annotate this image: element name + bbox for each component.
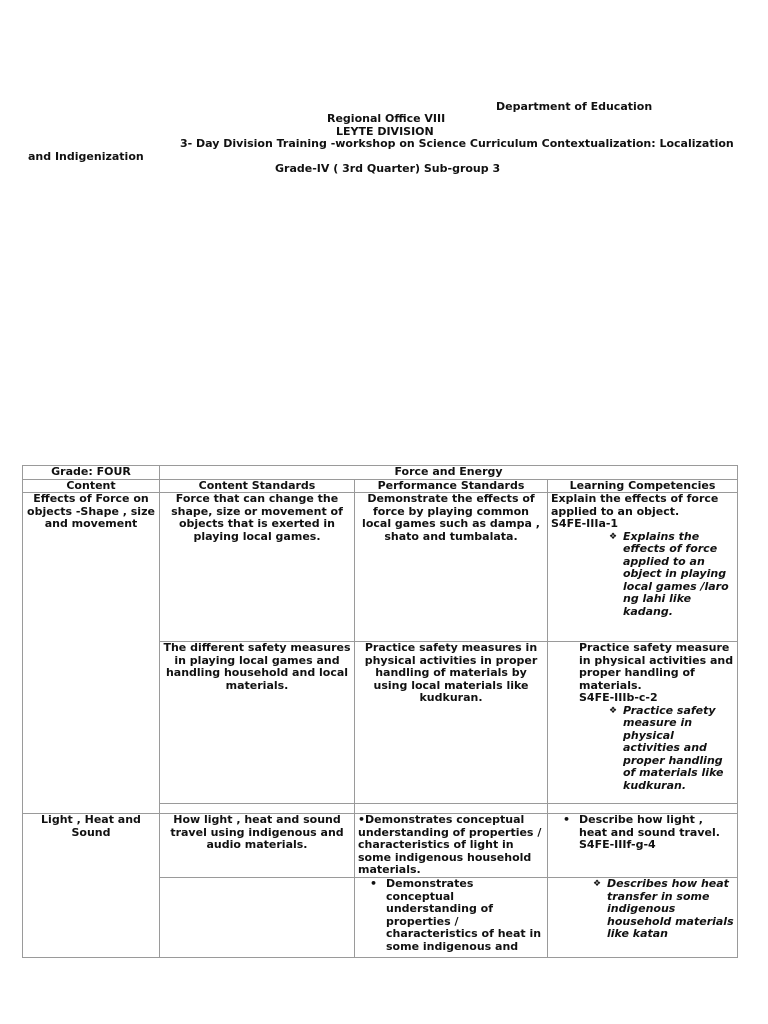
header-regional-office: Regional Office VIII — [327, 112, 446, 125]
list-item: • Demonstrates conceptual understanding of properties / characteristics of heat in some indigenous and — [358, 878, 544, 953]
learning-competency-cell — [548, 642, 738, 804]
header-row — [23, 479, 738, 493]
competency-text: Explain the effects of force applied to an object. — [551, 492, 719, 518]
list-item: ❖ Practice safety measure in physical activities and proper handling of materials like kudkuran. — [551, 705, 734, 793]
competency-code: S4FE-IIIa-1 — [551, 517, 619, 530]
column-header-learning-competencies: Learning Competencies — [548, 479, 738, 493]
header-department: Department of Education — [496, 100, 653, 113]
content-effects-of-force: Effects of Force on objects -Shape , size and movement — [23, 493, 160, 814]
empty-cell — [160, 804, 355, 814]
competency-code: S4FE-IIIb-c-2 — [579, 691, 658, 704]
performance-list — [358, 878, 544, 953]
curriculum-table — [22, 465, 738, 958]
competency-text: Describe how light , heat and sound travel. — [579, 813, 720, 839]
learning-competency-cell — [548, 493, 738, 642]
grade-cell: Grade: FOUR — [23, 466, 160, 480]
header-training-title-cont: and Indigenization — [28, 150, 144, 163]
curriculum-table-container — [22, 465, 738, 953]
content-standard-cell: How light , heat and sound travel using indigenous and audio materials. — [160, 814, 355, 878]
competency-list — [551, 814, 734, 852]
column-header-content-standards: Content Standards — [160, 479, 355, 493]
competency-sublist — [551, 705, 734, 793]
list-item: ❖ Describes how heat transfer in some indigenous household materials like katan — [535, 878, 734, 941]
learning-competency-cell — [548, 878, 738, 958]
empty-cell — [355, 804, 548, 814]
performance-standard-cell — [355, 878, 548, 958]
empty-cell — [160, 878, 355, 958]
table-row — [23, 493, 738, 642]
table-row — [23, 814, 738, 878]
competency-code: S4FE-IIIf-g-4 — [579, 838, 656, 851]
content-standard-cell: The different safety measures in playing local games and handling household and local materials. — [160, 642, 355, 804]
list-item — [551, 814, 734, 852]
header-grade-quarter: Grade-IV ( 3rd Quarter) Sub-group 3 — [275, 162, 501, 175]
competency-text: Practice safety measure in physical activities and proper handling of materials. — [579, 641, 734, 692]
header-division: LEYTE DIVISION — [336, 125, 434, 138]
performance-standard-cell: Demonstrate the effects of force by playing common local games such as dampa , shato and tumbalata. — [355, 493, 548, 642]
content-standard-cell: Force that can change the shape, size or movement of objects that is exerted in playing local games. — [160, 493, 355, 642]
header-training-title: 3- Day Division Training -workshop on Science Curriculum Contextualization: Localization — [180, 137, 734, 150]
content-light-heat-sound: Light , Heat and Sound — [23, 814, 160, 958]
learning-competency-cell — [548, 814, 738, 878]
performance-standard-cell: •Demonstrates conceptual understanding of properties / characteristics of light in some indigenous household materials. — [355, 814, 548, 878]
column-header-content: Content — [23, 479, 160, 493]
table-row — [23, 466, 738, 480]
empty-cell — [548, 804, 738, 814]
performance-standard-cell: Practice safety measures in physical activities in proper handling of materials by using local materials like kudkuran. — [355, 642, 548, 804]
competency-sublist — [551, 531, 734, 619]
competency-sublist — [535, 878, 734, 941]
topic-cell: Force and Energy — [160, 466, 738, 480]
list-item: ❖ Explains the effects of force applied to an object in playing local games /laro ng lahi like kadang. — [551, 531, 734, 619]
column-header-performance-standards: Performance Standards — [355, 479, 548, 493]
